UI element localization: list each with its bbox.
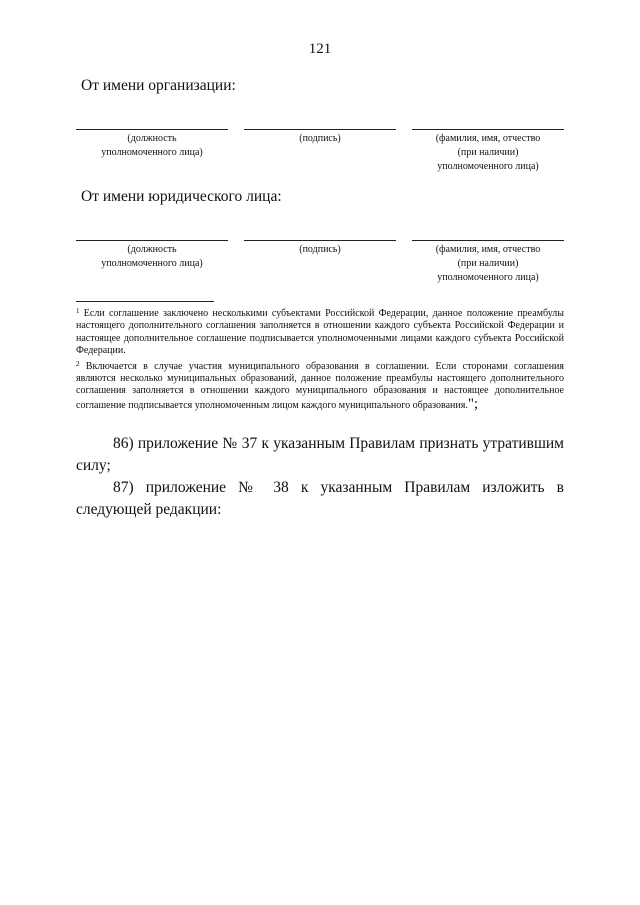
signature-field-full-name (412, 240, 564, 285)
signature-blank-line (412, 240, 564, 241)
signature-field-signature (244, 240, 396, 285)
footnotes (76, 305, 564, 412)
paragraph-87: 87) приложение № 38 к указанным Правилам изложить в следующей редакции: (76, 479, 564, 518)
signature-blank-line (76, 240, 228, 241)
signature-caption: (должность уполномоченного лица) (101, 133, 203, 158)
signature-heading-legal-entity: От имени юридического лица: (81, 188, 282, 205)
signature-blank-line (76, 129, 228, 130)
signature-caption: (фамилия, имя, отчество (при наличии) уполномоченного лица) (435, 244, 541, 283)
signature-blank-line (412, 129, 564, 130)
footnote-text: Включается в случае участия муниципального образования в соглашении. Если сторонами соглашения являются несколько муниципальных образований, данное положение преамбулы настоящего дополнительного соглашения заполняется в отношении каждого муниципального образования и настоящее дополнительное соглашение подписывается уполномоченным лицом каждого муниципального образования. (76, 360, 564, 411)
signature-field-position (76, 240, 228, 285)
footnote-mark: 2 (76, 359, 80, 368)
signature-blank-line (244, 129, 396, 130)
signature-blank-line (244, 240, 396, 241)
signature-row-organization (76, 129, 564, 174)
footnote-2 (76, 358, 564, 413)
footnote-separator (76, 301, 214, 302)
signature-caption: (подпись) (299, 133, 341, 144)
signature-heading-organization: От имени организации: (81, 77, 236, 94)
signature-caption: (должность уполномоченного лица) (101, 244, 203, 269)
signature-field-full-name (412, 129, 564, 174)
body-text (76, 433, 564, 521)
quote-closing: "; (467, 395, 479, 412)
footnote-1 (76, 305, 564, 358)
paragraph-86: 86) приложение № 37 к указанным Правилам признать утратившим силу; (76, 435, 564, 474)
footnote-mark: 1 (76, 307, 80, 315)
signature-row-legal-entity (76, 240, 564, 285)
signature-field-position (76, 129, 228, 174)
footnote-text: Если соглашение заключено несколькими субъектами Российской Федерации, данное положение преамбулы настоящего дополнительного соглашения заполняется в отношении каждого субъекта Российской Федерации и настоящее дополнительное соглашение подписывается уполномоченными лицами каждого субъекта Российской Федерации. (76, 308, 564, 357)
page-number: 121 (308, 41, 332, 57)
signature-field-signature (244, 129, 396, 174)
signature-caption: (подпись) (299, 244, 341, 255)
signature-caption: (фамилия, имя, отчество (при наличии) уполномоченного лица) (435, 133, 541, 172)
